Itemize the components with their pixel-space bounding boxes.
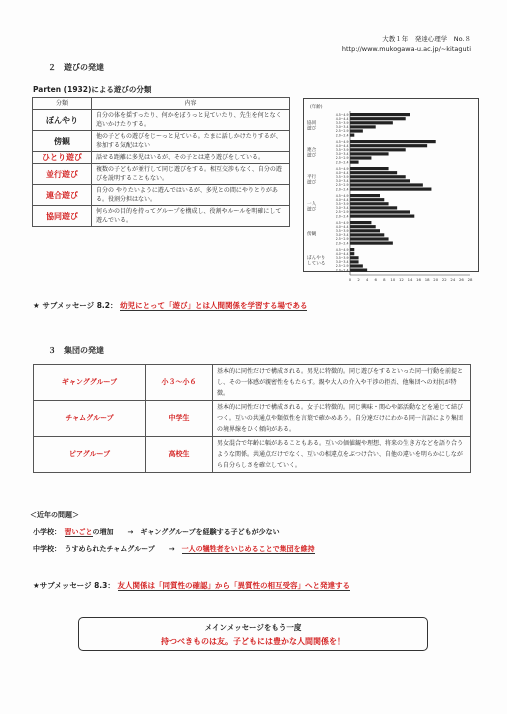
chart-x-tick: 4 — [365, 277, 369, 282]
chart-bar — [350, 156, 371, 159]
category-cell: 協同遊び — [33, 206, 92, 227]
content-cell: 何らかの目的を持ってグループを構成し、役割やルールを明確にして遊んでいる。 — [92, 206, 290, 227]
chart-age-label: 4.0~4.4 — [335, 143, 349, 148]
chart-group-label: している — [307, 261, 326, 267]
sub-message-text: 幼児にとって「遊び」とは人間関係を学習する場である — [120, 301, 308, 310]
chart-age-label: 4.5~4.9 — [335, 166, 349, 171]
chart-bar — [350, 198, 384, 201]
chart-x-tick: 24 — [450, 277, 456, 282]
course-header: 大教１年 発達心理学 No.８ — [382, 35, 471, 43]
issue1-label: 小学校： — [33, 528, 58, 536]
issues-title: ＜近年の問題＞ — [30, 511, 79, 519]
group-age-cell: 小３～小６ — [146, 365, 213, 401]
chart-group-label: 傍観 — [307, 231, 317, 237]
group-age-cell: 中学生 — [146, 401, 213, 437]
chart-age-label: 3.5~3.9 — [335, 202, 349, 206]
chart-bar — [350, 113, 410, 116]
chart-group-label: 遊び — [307, 153, 317, 159]
table-row — [34, 437, 471, 473]
issue-junior-high — [33, 544, 315, 554]
chart-age-label: 4.0~4.4 — [335, 251, 349, 256]
chart-bar — [350, 202, 389, 205]
issue-elementary — [33, 527, 280, 537]
group-age-cell: 高校生 — [146, 437, 213, 473]
chart-age-label: 4.5~4.9 — [335, 112, 349, 117]
main-message-box — [78, 617, 428, 651]
chart-x-tick: 14 — [407, 277, 413, 282]
chart-bar — [350, 175, 406, 178]
section3-title: ３ 集団の発達 — [48, 346, 104, 355]
table-row — [33, 206, 290, 227]
chart-bar — [350, 140, 436, 143]
play-classification-table — [32, 97, 290, 227]
chart-bar — [350, 206, 397, 209]
table-header-row — [33, 98, 290, 110]
chart-group-label: 連合 — [307, 148, 317, 154]
issue2-red: 一人の犠牲者をいじめることで集団を維持 — [181, 545, 315, 553]
chart-age-label: 2.0~2.4 — [335, 133, 349, 138]
group-desc-cell: 男女混合で年齢に幅があることもある。互いの価値観や理想、将来の生き方などを語り合うような関係。共通点だけでなく、互いの相違点をぶつけ合い、自他の違いを明らかにしながら自分らしさを確立していく。 — [213, 437, 471, 473]
course-url: http://www.mukogawa-u.ac.jp/~kitaguti — [341, 45, 471, 53]
chart-age-label: 4.0~4.4 — [335, 197, 349, 202]
chart-x-tick: 12 — [399, 277, 404, 282]
category-cell: ひとり遊び — [33, 152, 92, 164]
content-cell: 自分の やりたいように遊んではいるが、多児との間にやりとりがある。役割分担はない。 — [92, 185, 290, 206]
chart-age-label: 4.5~4.9 — [335, 139, 349, 144]
chart-group-label: ぼんやり — [307, 256, 326, 262]
chart-age-label: 3.0~3.4 — [335, 179, 349, 184]
chart-bar — [350, 264, 363, 267]
chart-age-label: 4.5~4.9 — [335, 247, 349, 252]
chart-age-label: 2.0~2.4 — [335, 214, 349, 219]
chart-bar — [350, 152, 389, 155]
table-row — [33, 131, 290, 152]
chart-bar — [350, 225, 376, 228]
chart-x-tick: 28 — [467, 277, 473, 282]
chart-bar — [350, 167, 389, 170]
chart-bar — [350, 148, 406, 151]
table-row — [33, 152, 290, 164]
sub-message-8-2 — [33, 300, 307, 311]
section2-title: ２ 遊びの発達 — [48, 63, 104, 72]
col-content: 内容 — [92, 98, 290, 110]
chart-age-label: 4.0~4.4 — [335, 170, 349, 175]
chart-age-label: 2.0~2.4 — [335, 160, 349, 165]
chart-bar — [350, 215, 414, 218]
section2-subtitle: Parten (1932)による遊びの分類 — [33, 85, 152, 94]
chart-x-tick: 18 — [424, 277, 430, 282]
table-row — [33, 164, 290, 185]
chart-bar — [350, 252, 354, 255]
content-cell: 複数の子どもが並行して同じ遊びをする。相互交渉もなく、自分の遊びを説明することもない。 — [92, 164, 290, 185]
chart-bar — [350, 179, 410, 182]
chart-age-label: 2.0~2.4 — [335, 187, 349, 192]
sub-message-label: ★ サブメッセージ 8.2： — [33, 301, 118, 310]
category-cell: 並行遊び — [33, 164, 92, 185]
chart-bar — [350, 260, 359, 263]
chart-bar — [350, 229, 380, 232]
play-development-chart — [303, 98, 479, 282]
sub-message-8-3 — [33, 580, 350, 591]
chart-bar — [350, 188, 431, 191]
chart-bar — [350, 269, 367, 272]
chart-age-label: 3.5~3.9 — [335, 121, 349, 125]
chart-group-label: 一人 — [307, 202, 317, 208]
chart-age-label: 3.0~3.4 — [335, 260, 349, 265]
table-row — [34, 401, 471, 437]
chart-bar — [350, 121, 393, 124]
chart-x-tick: 16 — [416, 277, 421, 282]
chart-group-label: 遊び — [307, 126, 317, 132]
chart-group-label: 協同 — [307, 121, 317, 127]
table-row — [33, 185, 290, 206]
chart-bar — [350, 256, 359, 259]
chart-age-label: 2.5~2.9 — [335, 129, 349, 134]
chart-x-tick: 0 — [348, 277, 352, 282]
chart-bar — [350, 144, 427, 147]
chart-bar — [350, 221, 371, 224]
chart-x-tick: 10 — [390, 277, 396, 282]
issue1-red: 習いごと — [64, 528, 93, 536]
sub-message-text: 友人関係は「同質性の確認」から「異質性の相互受容」へと発達する — [117, 581, 350, 590]
chart-age-label: 3.0~3.4 — [335, 206, 349, 211]
chart-bar — [350, 134, 354, 137]
table-row — [34, 365, 471, 401]
chart-bar — [350, 117, 406, 120]
chart-age-label: 4.0~4.4 — [335, 116, 349, 121]
group-desc-cell: 基本的に同性だけで構成される。男児に特徴的。同じ遊びをするといった同一行動を前提とし、その一体感が親密性をもたらす。親や大人の介入や干渉の拒否、他集団への対抗が特徴。 — [213, 365, 471, 401]
chart-bar — [350, 129, 363, 132]
chart-age-label: 3.0~3.4 — [335, 125, 349, 130]
chart-age-label: 4.5~4.9 — [335, 220, 349, 225]
chart-age-label: 3.5~3.9 — [335, 148, 349, 152]
chart-bar — [350, 242, 393, 245]
chart-age-label: 2.5~2.9 — [335, 237, 349, 242]
category-cell: ぼんやり — [33, 110, 92, 131]
chart-bar — [350, 161, 359, 164]
chart-bar — [350, 210, 410, 213]
chart-bar — [350, 183, 423, 186]
content-cell: 他の子どもの遊びをじーっと見ている。たまに話しかけたりするが、参加する気配はない — [92, 131, 290, 152]
category-cell: 連合遊び — [33, 185, 92, 206]
chart-age-label: 2.0~2.4 — [335, 241, 349, 246]
chart-age-label: 2.5~2.9 — [335, 210, 349, 215]
chart-group-label: 平行 — [307, 175, 317, 181]
chart-x-tick: 8 — [383, 277, 386, 282]
chart-ylabel: (年齢) — [310, 105, 323, 110]
chart-bar — [350, 171, 397, 174]
group-desc-cell: 基本的に同性だけで構成される。女子に特徴的。同じ興味・関心や部活動などを通じて結びつく。互いの共通点や類似性を言葉で確かめあう。自分達だけにわかる同一言語により集団の境界線をひく傾向がある。 — [213, 401, 471, 437]
chart-x-tick: 20 — [433, 277, 439, 282]
issue1-rest: の増加 → ギャンググループを経験する子どもが少ない — [92, 528, 280, 536]
chart-x-tick: 26 — [459, 277, 464, 282]
issue2-label: 中学校： うすめられたチャムグループ → — [33, 545, 175, 553]
content-cell: 話せる距離に多児はいるが、その子とは違う遊びをしている。 — [92, 152, 290, 164]
col-category: 分類 — [33, 98, 92, 110]
chart-x-tick: 22 — [441, 277, 447, 282]
chart-bar — [350, 248, 354, 251]
chart-bar — [350, 194, 380, 197]
group-name-cell: チャムグループ — [34, 401, 146, 437]
chart-age-label: 2.0~2.4 — [335, 268, 349, 273]
group-name-cell: ピアグループ — [34, 437, 146, 473]
chart-group-label: 遊び — [307, 180, 317, 186]
group-development-table — [33, 364, 471, 473]
chart-age-label: 2.5~2.9 — [335, 183, 349, 188]
main-message-title: メインメッセージをもう一度 — [204, 623, 302, 632]
sub-message-label: ★サブメッセージ 8.3： — [33, 581, 115, 590]
chart-age-label: 4.0~4.4 — [335, 224, 349, 229]
category-cell: 傍観 — [33, 131, 92, 152]
chart-age-label: 2.5~2.9 — [335, 156, 349, 161]
chart-bar — [350, 233, 384, 236]
chart-age-label: 3.5~3.9 — [335, 175, 349, 179]
content-cell: 自分の体を揺すったり、何かをぼうっと見ていたり、先生を何となく追いかけたりする。 — [92, 110, 290, 131]
chart-age-label: 4.5~4.9 — [335, 193, 349, 198]
chart-bar — [350, 125, 376, 128]
chart-svg — [304, 99, 478, 282]
chart-age-label: 3.0~3.4 — [335, 233, 349, 238]
chart-bar — [350, 237, 389, 240]
chart-age-label: 3.5~3.9 — [335, 229, 349, 233]
chart-age-label: 2.5~2.9 — [335, 264, 349, 269]
chart-age-label: 3.5~3.9 — [335, 256, 349, 260]
main-message-text: 持つべきものは友。子どもには豊かな人間関係を！ — [161, 637, 345, 646]
chart-age-label: 3.0~3.4 — [335, 152, 349, 157]
group-name-cell: ギャンググループ — [34, 365, 146, 401]
chart-x-tick: 2 — [357, 277, 360, 282]
chart-group-label: 遊び — [307, 207, 317, 213]
table-row — [33, 110, 290, 131]
chart-x-tick: 6 — [374, 277, 377, 282]
